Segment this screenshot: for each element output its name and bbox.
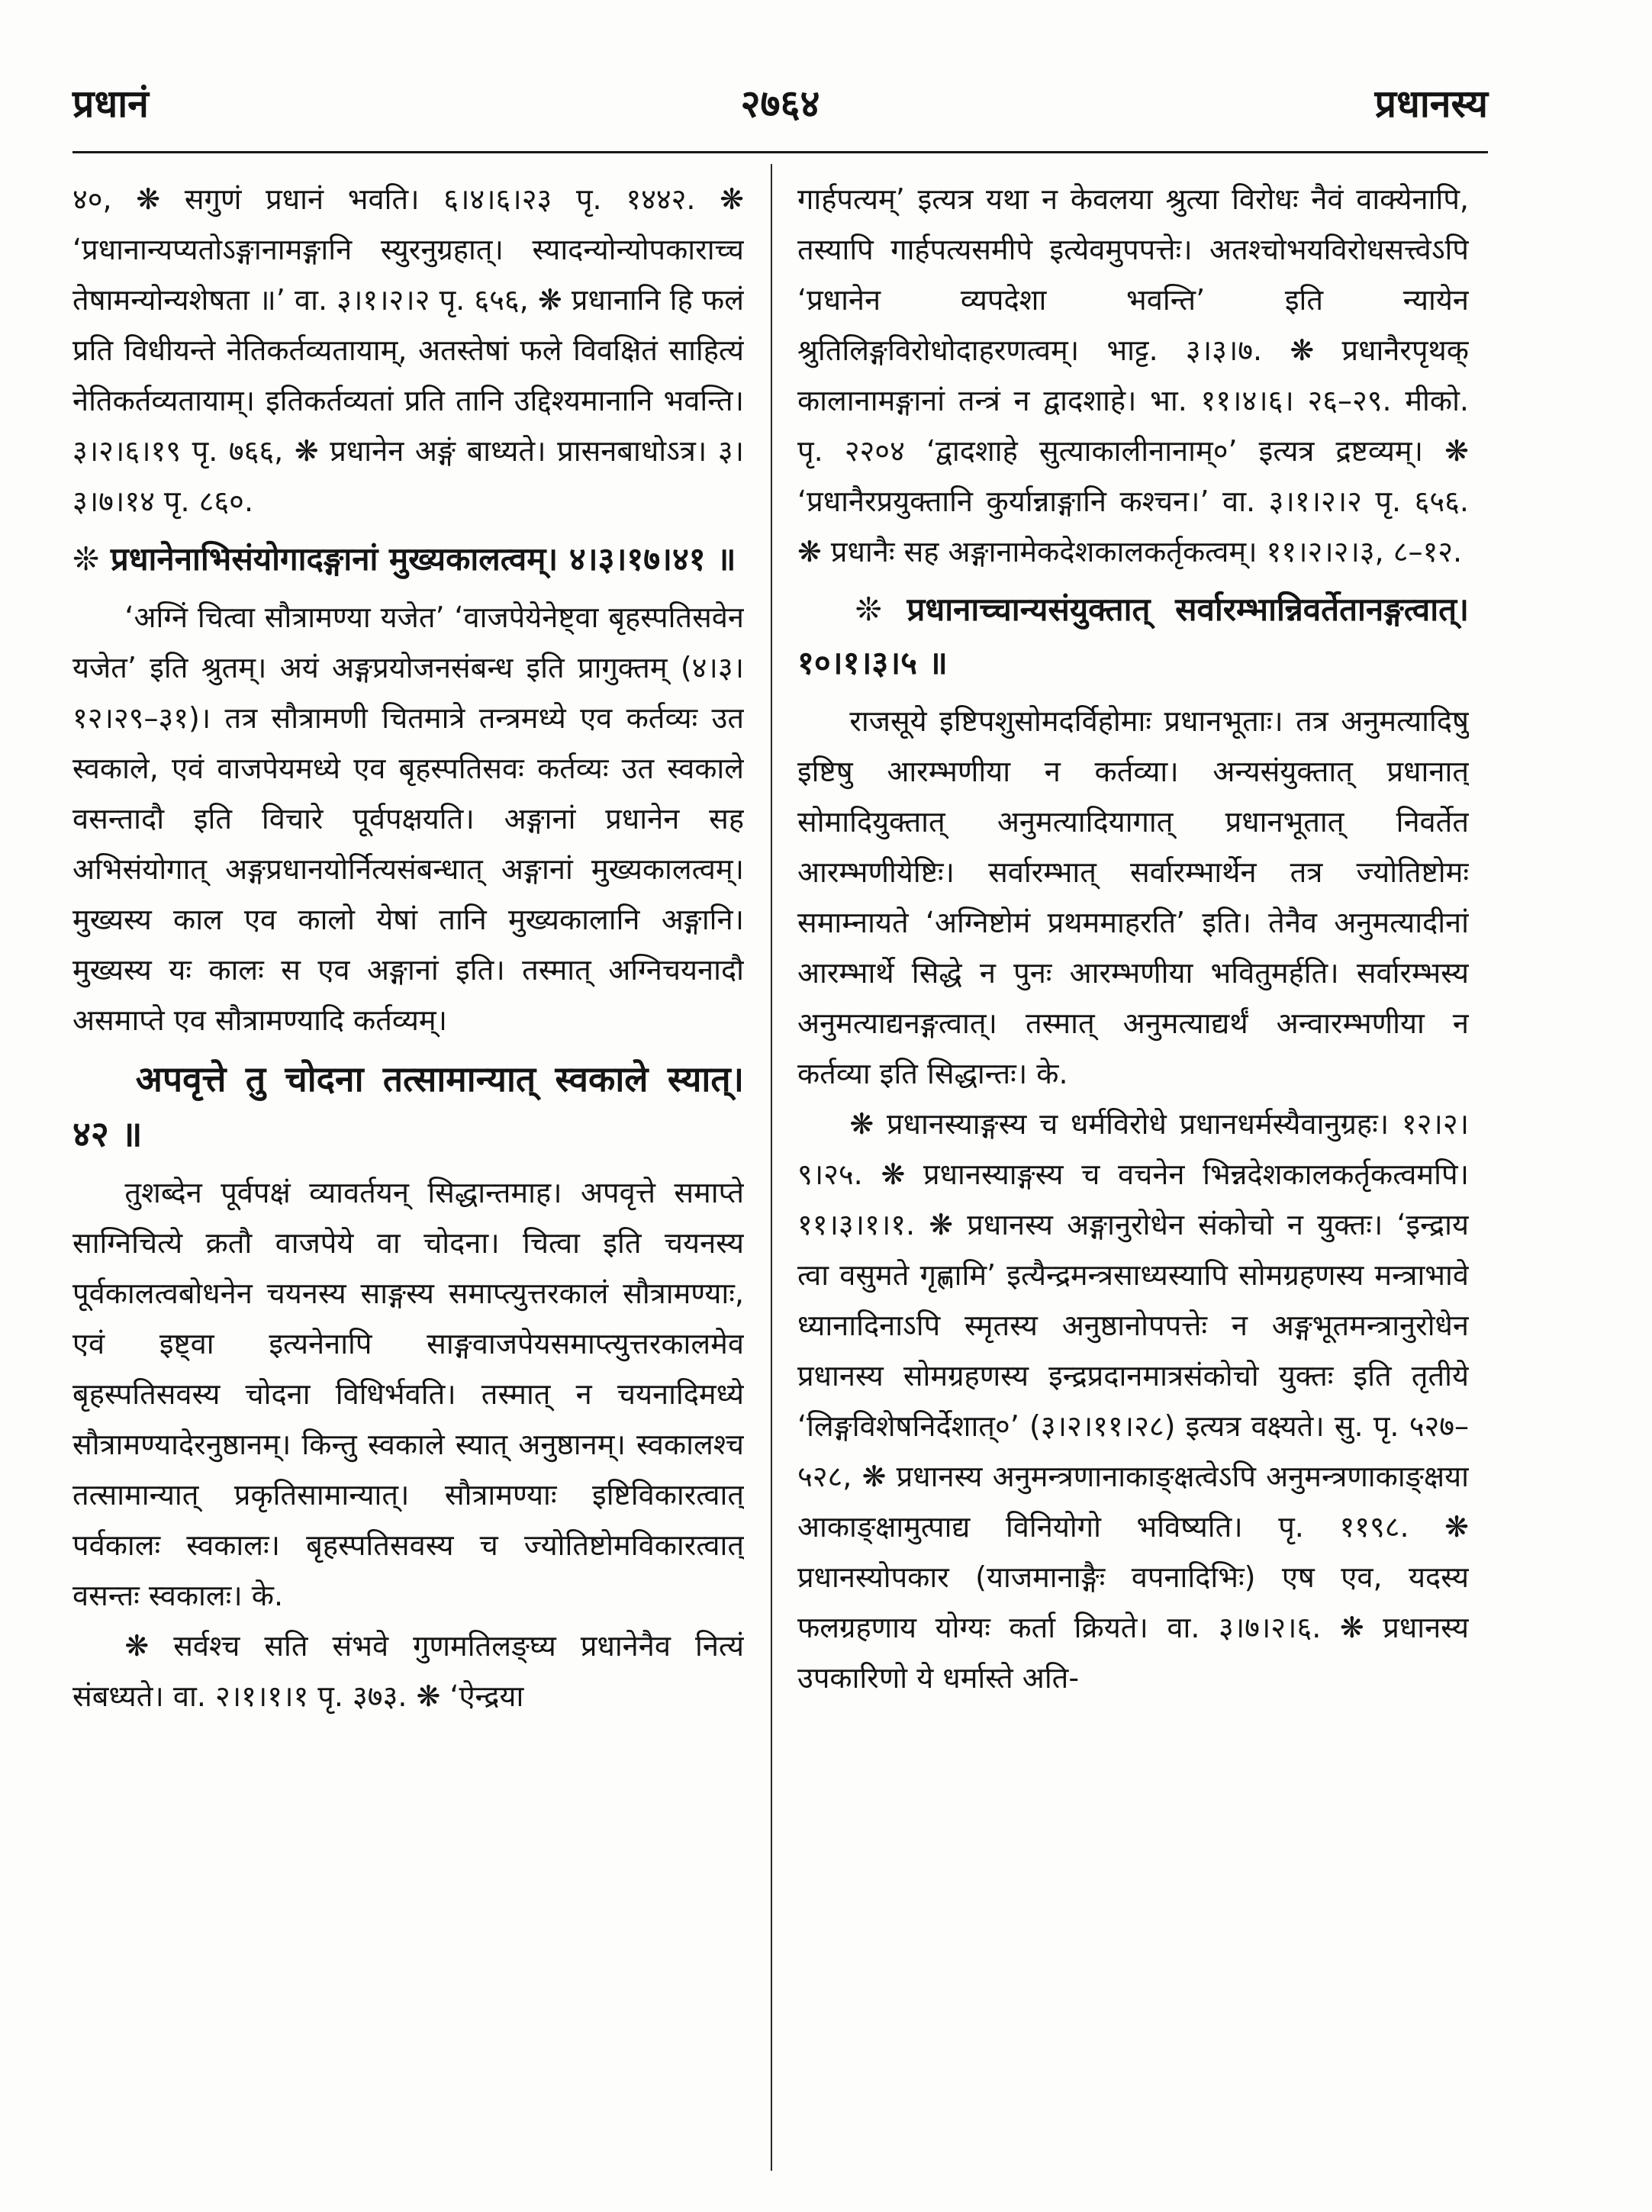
page-number: २७६४ — [740, 82, 820, 126]
left-sutra-1: ❊ प्रधानेनाभिसंयोगादङ्गानां मुख्यकालत्वम्। ४।३।१७।४१ ॥ — [72, 540, 736, 578]
header-left-word: प्रधानं — [72, 82, 149, 126]
right-paragraph-2: राजसूये इष्टिपशुसोमदर्विहोमाः प्रधानभूताः। तत्र अनुमत्यादिषु इष्टिषु आरम्भणीया न कर्तव्या। अन्यसंयुक्तात् प्रधानात् सोमादियुक्तात् अनुमत्यादियागात् प्रधानभूतात् निवर्तेत आरम्भणीयेष्टिः। सर्वारम्भात् सर्वारम्भार्थेन तत्र ज्योतिष्टोमः समाम्नायते ‘अग्निष्टोमं प्रथममाहरति’ इति। तेनैव अनुमत्यादीनां आरम्भार्थे सिद्धे न पुनः आरम्भणीया भवितुमर्हति। सर्वारम्भस्य अनुमत्याद्यनङ्गत्वात्। तस्मात् अनुमत्याद्यर्थं अन्वारम्भणीया न कर्तव्या इति सिद्धान्तः। के. — [797, 704, 1469, 1090]
page-header — [72, 76, 1488, 137]
header-rule — [72, 151, 1488, 153]
left-column — [72, 174, 744, 2140]
right-paragraph-1: गार्हपत्यम्’ इत्यत्र यथा न केवलया श्रुत्या विरोधः नैवं वाक्येनापि, तस्यापि गार्हपत्यसमीपे इत्येवमुपपत्तेः। अतश्चोभयविरोधसत्त्वेऽपि ‘प्रधानेन व्यपदेशा भवन्ति’ इति न्यायेन श्रुतिलिङ्गविरोधोदाहरणत्वम्। भाट्ट. ३।३।७. ❋ प्रधानैरपृथक् कालानामङ्गानां तन्त्रं न द्वादशाहे। भा. ११।४।६। २६–२९. मीको. पृ. २२०४ ‘द्वादशाहे सुत्याकालीनानाम्०’ इत्यत्र द्रष्टव्यम्। ❋ ‘प्रधानैरप्रयुक्तानि कुर्यान्नाङ्गानि कश्चन।’ वा. ३।१।२।२ पृ. ६५६. ❋ प्रधानैः सह अङ्गानामेकदेशकालकर्तृकत्वम्। ११।२।२।३, ८–१२. — [797, 182, 1469, 568]
header-right-word: प्रधानस्य — [1374, 82, 1488, 126]
right-paragraph-3: ❋ प्रधानस्याङ्गस्य च धर्मविरोधे प्रधानधर्मस्यैवानुग्रहः। १२।२।९।२५. ❋ प्रधानस्याङ्गस्य च वचनेन भिन्नदेशकालकर्तृकत्वमपि। ११।३।१।१. ❋ प्रधानस्य अङ्गानुरोधेन संकोचो न युक्तः। ‘इन्द्राय त्वा वसुमते गृह्णामि’ इत्यैन्द्रमन्त्रसाध्यस्यापि सोमग्रहणस्य मन्त्राभावे ध्यानादिनाऽपि स्मृतस्य अनुष्ठानोपपत्तेः न अङ्गभूतमन्त्रानुरोधेन प्रधानस्य सोमग्रहणस्य इन्द्रप्रदानमात्रसंकोचो युक्तः इति तृतीये ‘लिङ्गविशेषनिर्देशात्०’ (३।२।११।२८) इत्यत्र वक्ष्यते। सु. पृ. ५२७–५२८, ❋ प्रधानस्य अनुमन्त्रणानाकाङ्क्षत्वेऽपि अनुमन्त्रणाकाङ्क्षया आकाङ्क्षामुत्पाद्य विनियोगो भविष्यति। पृ. ११९८. ❋ प्रधानस्योपकार (याजमानाङ्गैः वपनादिभिः) एष एव, यदस्य फलग्रहणाय योग्यः कर्ता क्रियते। वा. ३।७।२।६. ❋ प्रधानस्य उपकारिणो ये धर्मास्ते अति- — [797, 1107, 1469, 1695]
left-paragraph-4: ❋ सर्वश्च सति संभवे गुणमतिलङ्घ्य प्रधानेनैव नित्यं संबध्यते। वा. २।१।१।१ पृ. ३७३. ❋ ‘ऐन्द्रया — [72, 1629, 744, 1713]
column-divider — [771, 164, 772, 2171]
right-column — [797, 174, 1469, 2140]
right-sutra-1: ❊ प्रधानाच्चान्यसंयुक्तात् सर्वारम्भान्निवर्तेतानङ्गत्वात्। १०।१।३।५ ॥ — [797, 591, 1469, 681]
left-sutra-2: अपवृत्ते तु चोदना तत्सामान्यात् स्वकाले स्यात्। ४२ ॥ — [72, 1058, 744, 1154]
left-paragraph-3: तुशब्देन पूर्वपक्षं व्यावर्तयन् सिद्धान्तमाह। अपवृत्ते समाप्ते साग्निचित्ये क्रतौ वाजपेये वा चोदना। चित्वा इति चयनस्य पूर्वकालत्वबोधनेन चयनस्य साङ्गस्य समाप्त्युत्तरकालं सौत्रामण्याः, एवं इष्ट्वा इत्यनेनापि साङ्गवाजपेयसमाप्त्युत्तरकालमेव बृहस्पतिसवस्य चोदना विधिर्भवति। तस्मात् न चयनादिमध्ये सौत्रामण्यादेरनुष्ठानम्। किन्तु स्वकाले स्यात् अनुष्ठानम्। स्वकालश्च तत्सामान्यात् प्रकृतिसामान्यात्। सौत्रामण्याः इष्टिविकारत्वात् पर्वकालः स्वकालः। बृहस्पतिसवस्य च ज्योतिष्टोमविकारत्वात् वसन्तः स्वकालः। के. — [72, 1176, 744, 1612]
left-paragraph-2: ‘अग्निं चित्वा सौत्रामण्या यजेत’ ‘वाजपेयेनेष्ट्वा बृहस्पतिसवेन यजेत’ इति श्रुतम्। अयं अङ्गप्रयोजनसंबन्ध इति प्रागुक्तम् (४।३।१२।२९–३१)। तत्र सौत्रामणी चितमात्रे तन्त्रमध्ये एव कर्तव्यः उत स्वकाले, एवं वाजपेयमध्ये एव बृहस्पतिसवः कर्तव्यः उत स्वकाले वसन्तादौ इति विचारे पूर्वपक्षयति। अङ्गानां प्रधानेन सह अभिसंयोगात् अङ्गप्रधानयोर्नित्यसंबन्धात् अङ्गानां मुख्यकालत्वम्। मुख्यस्य काल एव कालो येषां तानि मुख्यकालानि अङ्गानि। मुख्यस्य यः कालः स एव अङ्गानां इति। तस्मात् अग्निचयनादौ असमाप्ते एव सौत्रामण्यादि कर्तव्यम्। — [72, 600, 744, 1037]
left-paragraph-1: ४०, ❋ सगुणं प्रधानं भवति। ६।४।६।२३ पृ. १४४२. ❋ ‘प्रधानान्यप्यतोऽङ्गानामङ्गानि स्युरनुग्रहात्। स्यादन्योन्योपकाराच्च तेषामन्योन्यशेषता ॥’ वा. ३।१।२।२ पृ. ६५६, ❋ प्रधानानि हि फलं प्रति विधीयन्ते नेतिकर्तव्यतायाम्, अतस्तेषां फले विवक्षितं साहित्यं नेतिकर्तव्यतायाम्। इतिकर्तव्यतां प्रति तानि उद्दिश्यमानानि भवन्ति। ३।२।६।१९ पृ. ७६६, ❋ प्रधानेन अङ्गं बाध्यते। प्रासनबाधोऽत्र। ३।३।७।१४ पृ. ८६०. — [72, 182, 744, 518]
